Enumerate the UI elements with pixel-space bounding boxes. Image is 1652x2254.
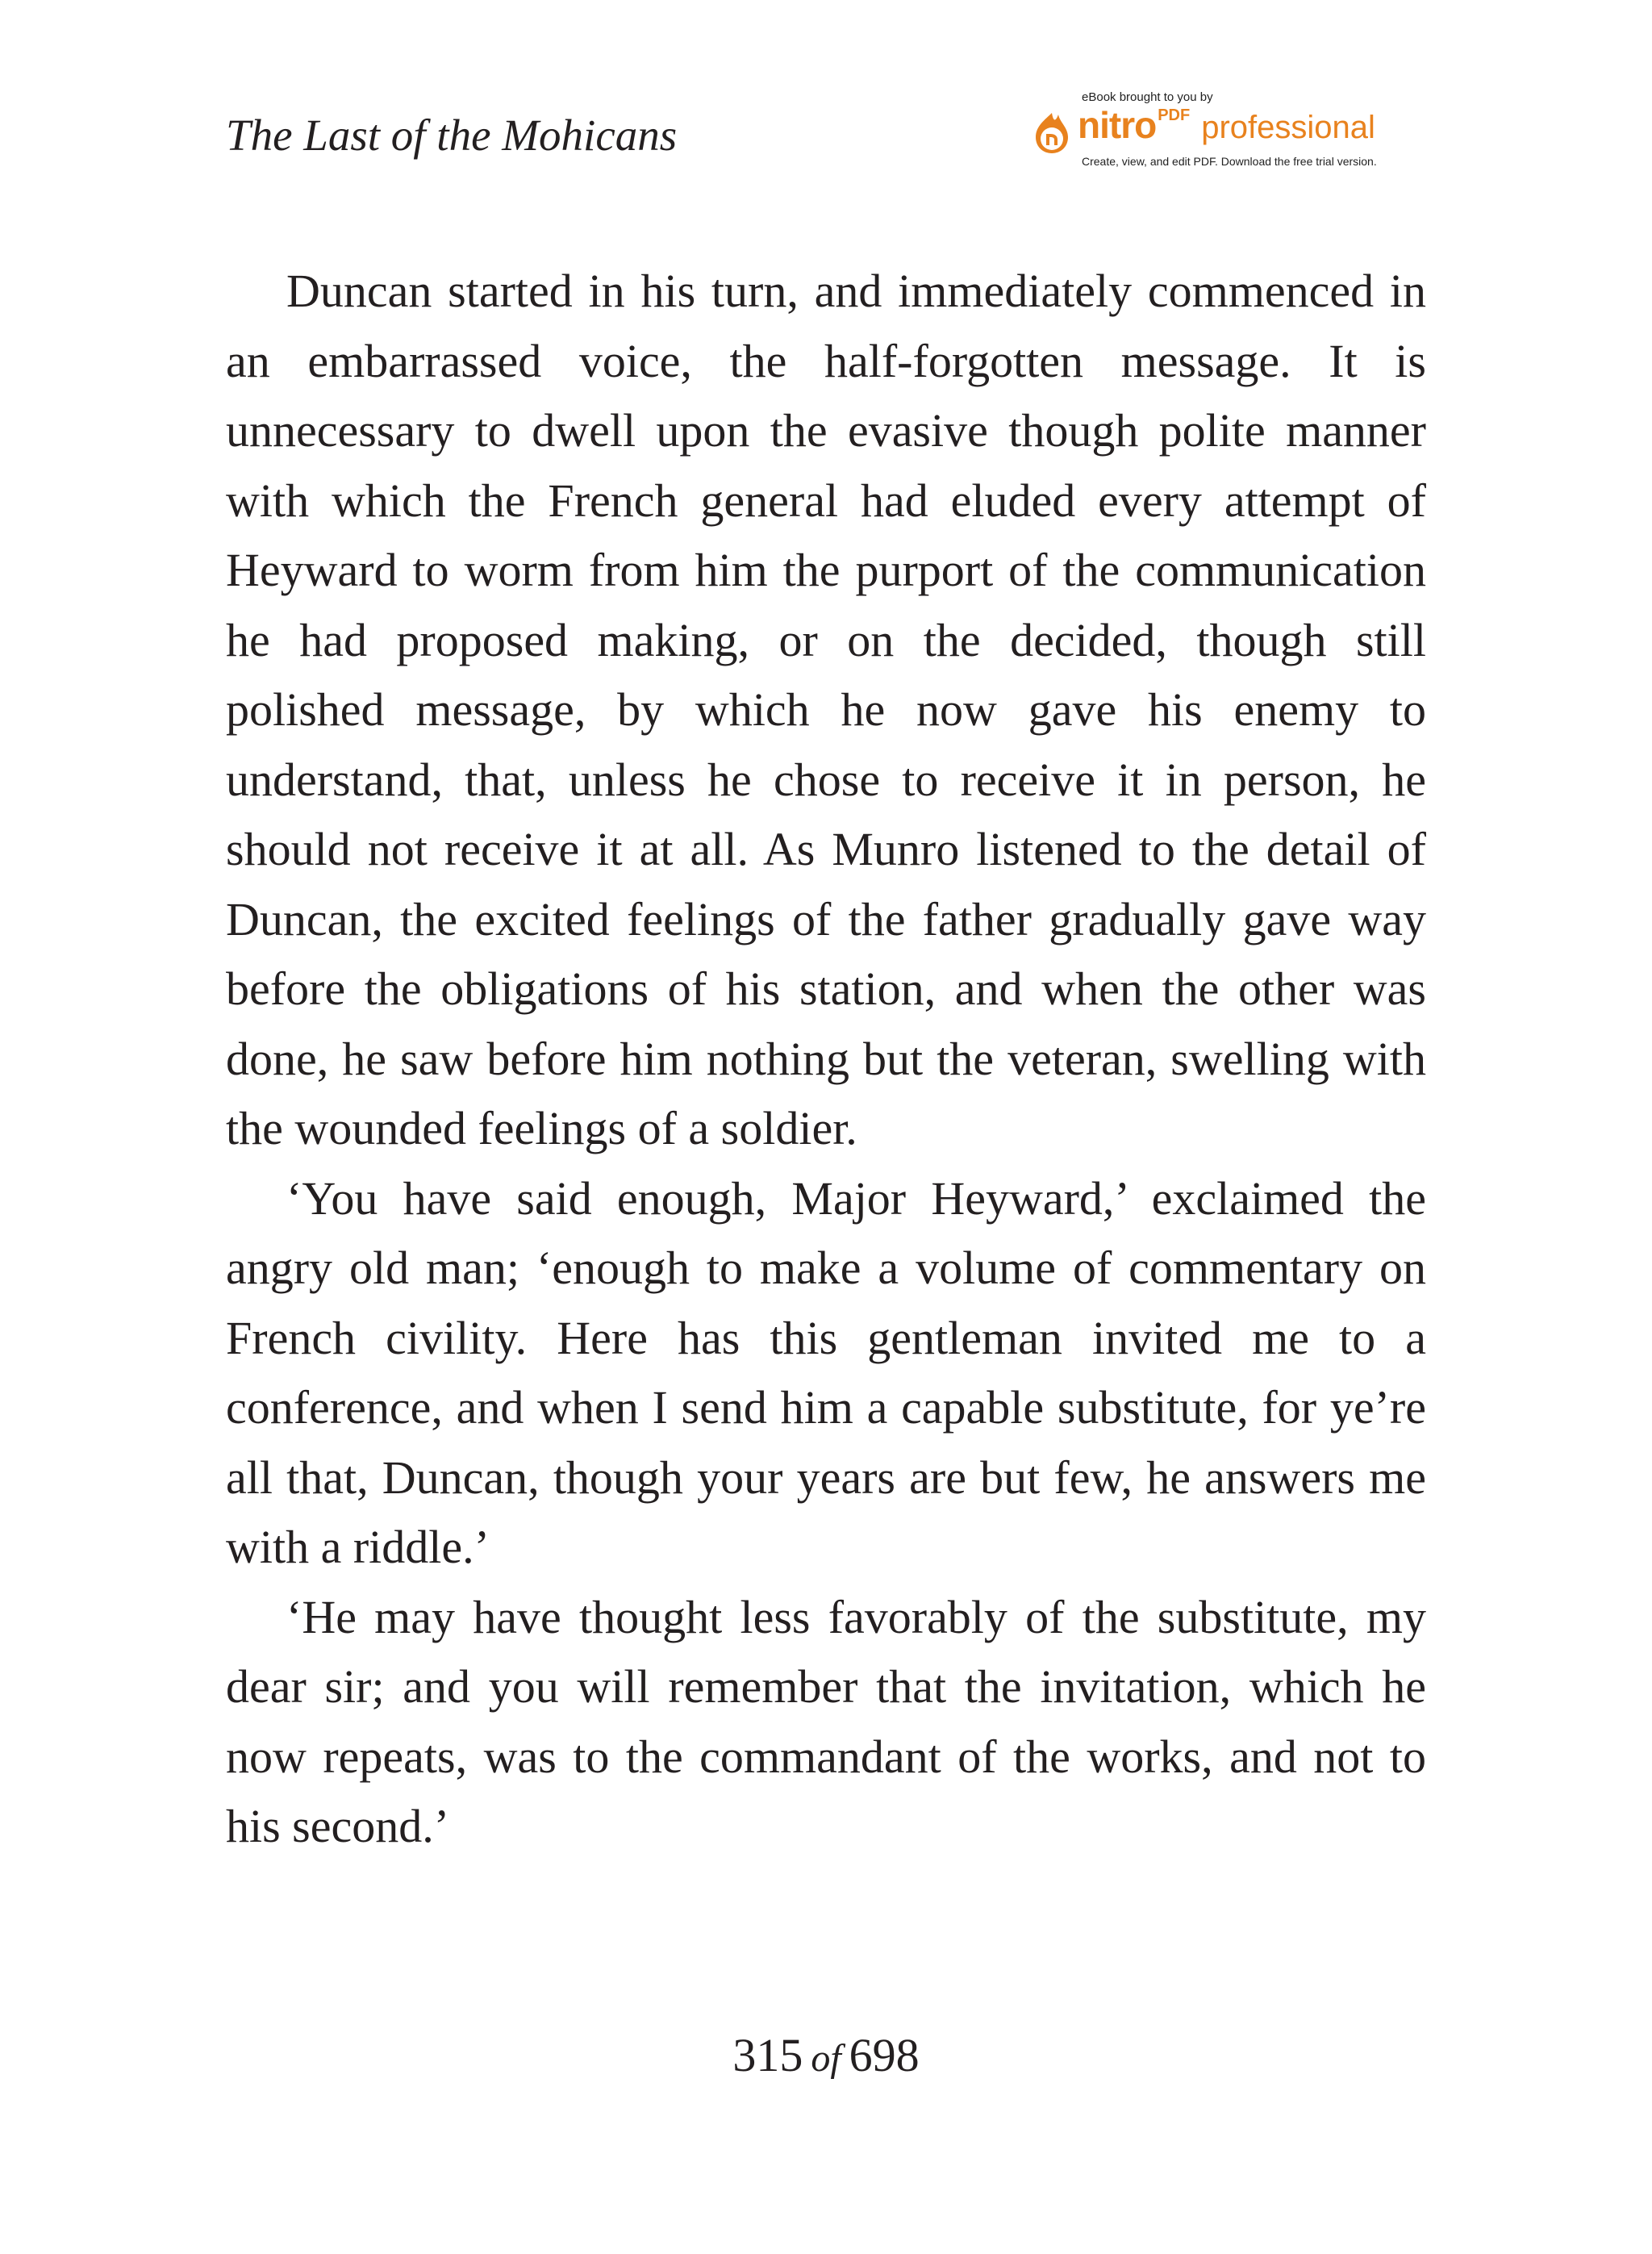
brand-professional: professional [1201,110,1375,145]
banner-bottom-text: Create, view, and edit PDF. Download the free trial version. [1082,155,1377,168]
paragraph: Duncan started in his turn, and immediately commenced in an embarrassed voice, the half-forgotten message. It is unnecessary to dwell upon the evasive though polite manner with which the French general had eluded every attempt of Heyward to worm from him the purport of the communication he had proposed making, or on the decided, though still polished message, by which he now gave his enemy to understand, that, unless he chose to receive it in person, he should not receive it at all. As Munro listened to the detail of Duncan, the excited feelings of the father gradually gave way before the obligations of his station, and when the other was done, he saw before him nothing but the veteran, swelling with the wounded feelings of a soldier. [226,265,1426,1154]
paragraph: ‘You have said enough, Major Heyward,’ exclaimed the angry old man; ‘enough to make a volume of commentary on French civility. Here has this gentleman invited me to a conference, and when I send him a capable substitute, for ye’re all that, Duncan, though your years are but few, he answers me with a riddle.’ [226,1171,1426,1573]
body-text [226,257,1426,1862]
paragraph: ‘He may have thought less favorably of the substitute, my dear sir; and you will remember that the invitation, which he now repeats, was to the commandant of the works, and not to his second.’ [226,1590,1426,1852]
brand-nitro: nitro [1078,104,1157,146]
brand-pdf: PDF [1158,106,1191,124]
page-of-label: of [811,2037,841,2080]
nitro-flame-logo-icon [1029,110,1074,155]
banner-top-text: eBook brought to you by [1082,90,1213,104]
current-page: 315 [732,2029,803,2081]
brand-wordmark [1078,106,1375,144]
total-pages: 698 [849,2029,920,2081]
nitro-pdf-banner[interactable] [1029,90,1408,179]
page-number [0,2023,1652,2091]
book-title: The Last of the Mohicans [226,111,678,160]
